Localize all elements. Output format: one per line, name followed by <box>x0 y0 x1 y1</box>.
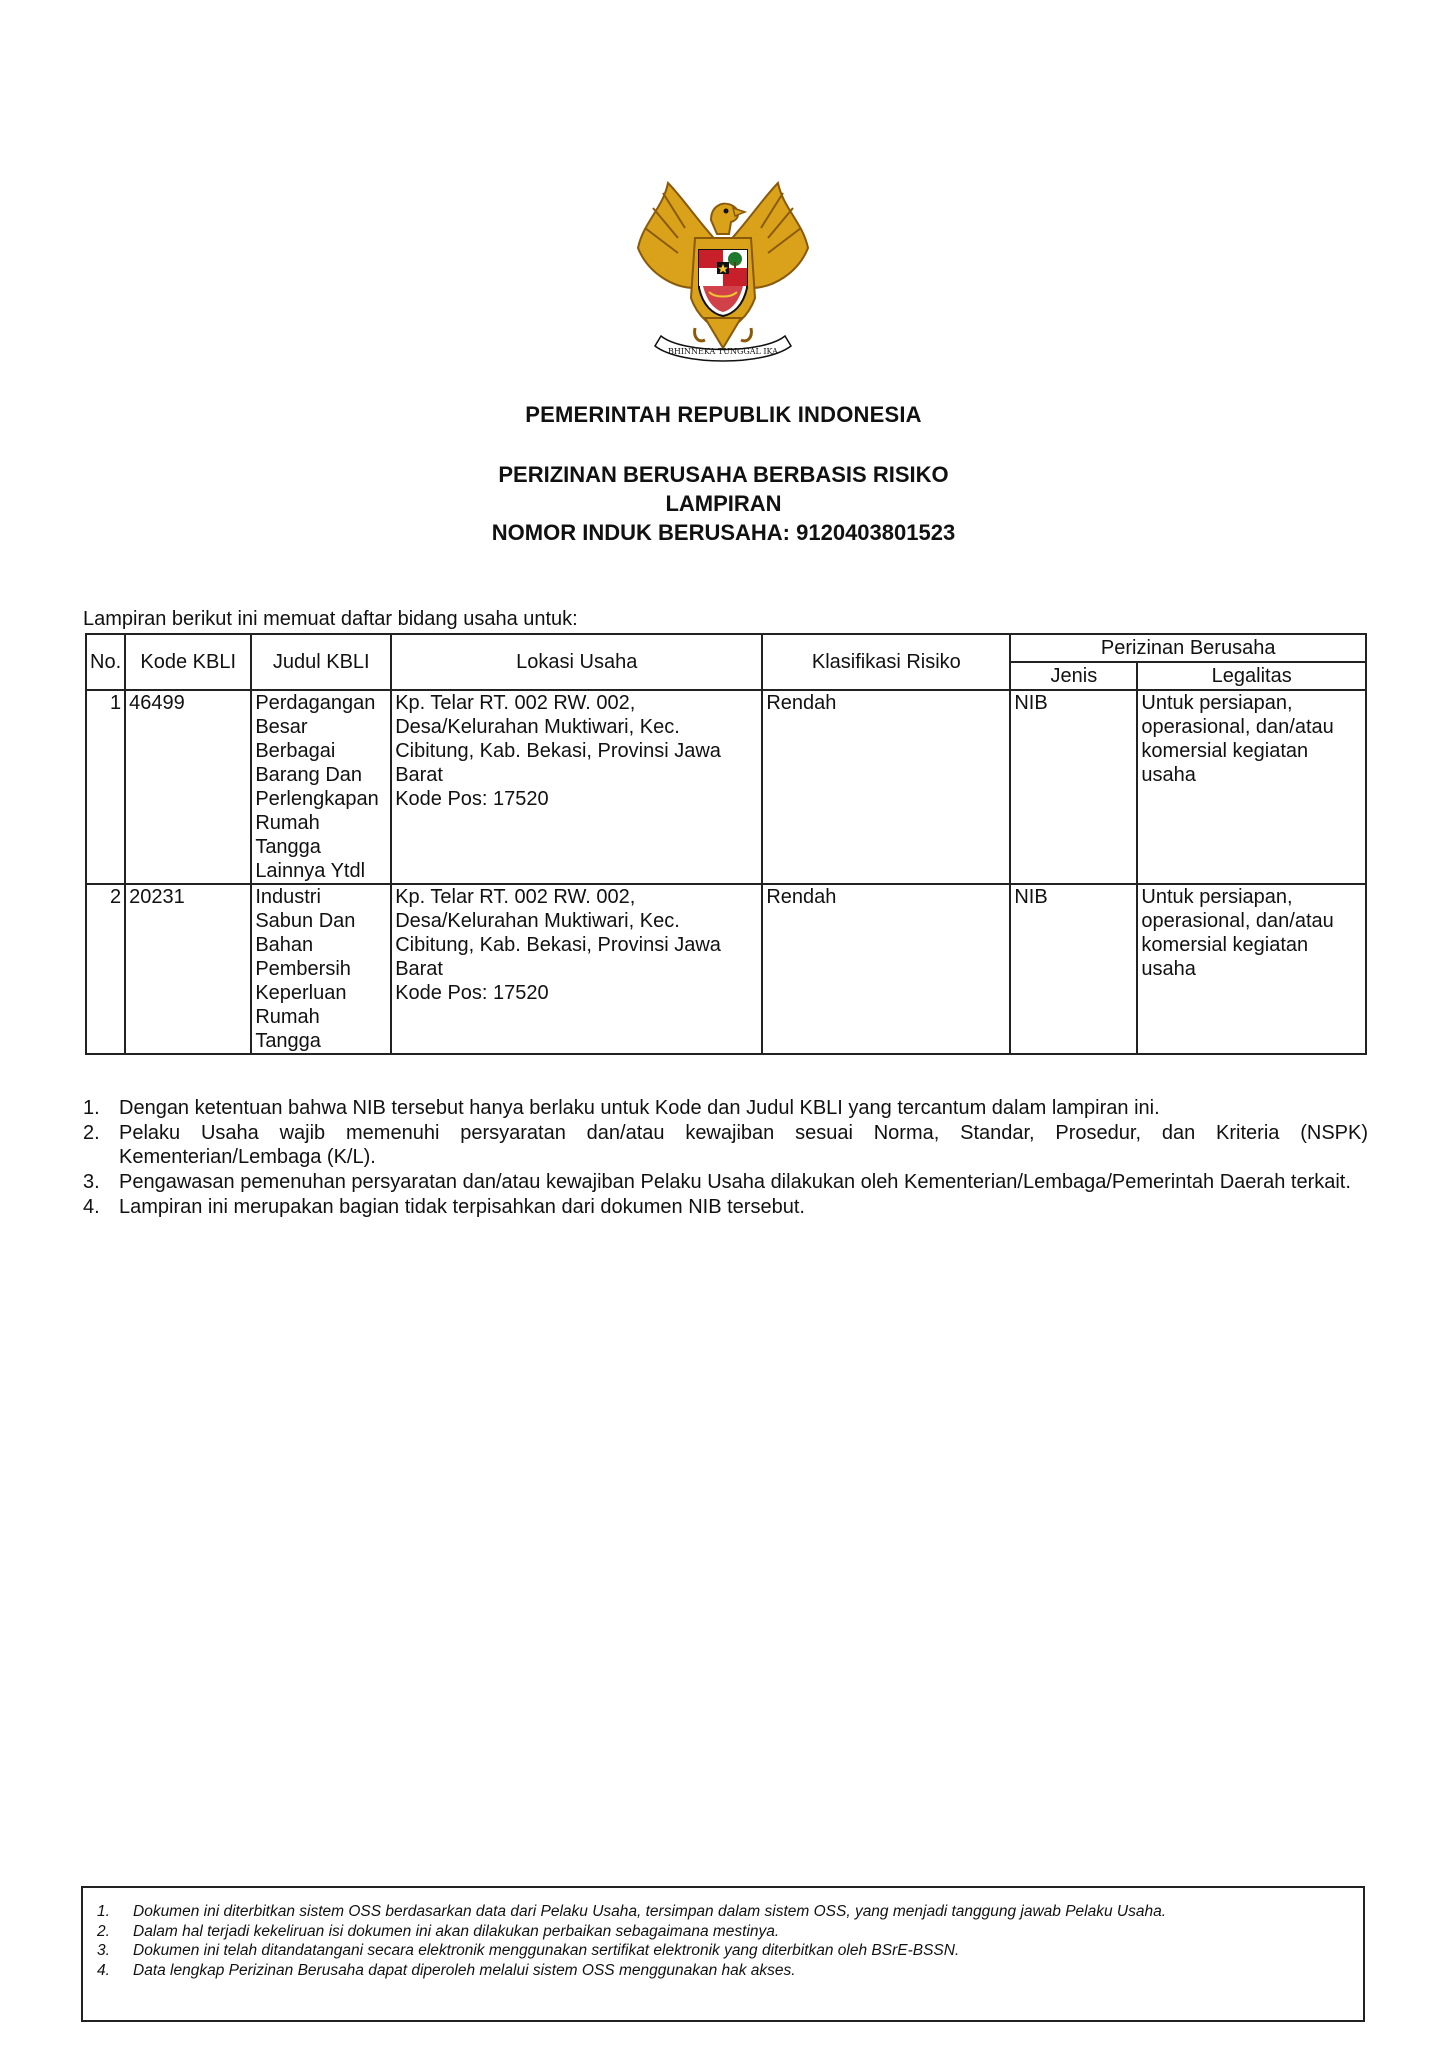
header-klasifikasi-risiko: Klasifikasi Risiko <box>762 634 1010 690</box>
cell-judul-kbli-line: Besar <box>255 716 308 738</box>
cell-legalitas <box>1137 884 1366 1054</box>
footer-item-number: 3. <box>97 1942 110 1959</box>
cell-legalitas-line: usaha <box>1141 958 1196 980</box>
note-item <box>83 1170 1368 1194</box>
cell-judul-kbli-line: Lainnya Ytdl <box>255 860 366 882</box>
cell-judul-kbli-line: Bahan <box>255 934 314 956</box>
footer-item-number: 2. <box>97 1922 110 1940</box>
cell-no: 2 <box>86 884 125 1054</box>
header-kode-kbli: Kode KBLI <box>125 634 251 690</box>
cell-lokasi-usaha-line: Barat <box>395 958 443 980</box>
document-subtitle: LAMPIRAN <box>665 491 782 516</box>
document-title: PERIZINAN BERUSAHA BERBASIS RISIKO <box>498 462 949 487</box>
cell-judul-kbli-line: Perdagangan <box>255 692 376 714</box>
cell-lokasi-usaha-line: Cibitung, Kab. Bekasi, Provinsi Jawa <box>395 740 721 762</box>
cell-lokasi-usaha-line: Kode Pos: 17520 <box>395 982 549 1004</box>
cell-kode-kbli: 20231 <box>125 884 251 1054</box>
footer-disclaimer-box <box>81 1886 1365 2022</box>
footer-disclaimer-list <box>83 1888 1363 1980</box>
cell-klasifikasi-risiko: Rendah <box>762 690 1010 884</box>
header-perizinan-berusaha: Perizinan Berusaha <box>1010 634 1366 662</box>
cell-no: 1 <box>86 690 125 884</box>
cell-judul-kbli-line: Berbagai <box>255 740 336 762</box>
table-row <box>86 690 1366 884</box>
note-item-number: 3. <box>83 1171 100 1193</box>
cell-lokasi-usaha-line: Desa/Kelurahan Muktiwari, Kec. <box>395 910 680 932</box>
cell-legalitas-line: operasional, dan/atau <box>1141 910 1334 932</box>
footer-item-text: Dokumen ini telah ditandatangani secara elektronik menggunakan sertifikat elektronik yang diterbitkan oleh BSrE-BSSN. <box>133 1942 960 1959</box>
footer-item <box>97 1961 1363 1981</box>
cell-lokasi-usaha-line: Kp. Telar RT. 002 RW. 002, <box>395 886 636 908</box>
nib-number: NOMOR INDUK BERUSAHA: 9120403801523 <box>491 520 956 545</box>
note-item-text: Dengan ketentuan bahwa NIB tersebut hanya berlaku untuk Kode dan Judul KBLI yang tercantum dalam lampiran ini. <box>119 1097 1160 1119</box>
header-jenis: Jenis <box>1010 662 1137 690</box>
cell-legalitas-line: komersial kegiatan <box>1141 934 1309 956</box>
cell-judul-kbli-line: Industri <box>255 886 321 908</box>
emblem-motto: BHINNEKA TUNGGAL IKA <box>668 347 778 356</box>
note-item-number: 2. <box>83 1122 100 1144</box>
cell-judul-kbli-line: Pembersih <box>255 958 351 980</box>
footer-item <box>97 1902 1363 1922</box>
cell-jenis: NIB <box>1010 690 1137 884</box>
cell-judul-kbli-line: Rumah <box>255 1006 320 1028</box>
note-item-text: Lampiran ini merupakan bagian tidak terpisahkan dari dokumen NIB tersebut. <box>119 1196 805 1218</box>
intro-text: Lampiran berikut ini memuat daftar bidang usaha untuk: <box>83 608 578 630</box>
cell-lokasi-usaha-line: Kode Pos: 17520 <box>395 788 549 810</box>
note-item-number: 4. <box>83 1196 100 1218</box>
cell-judul-kbli <box>251 884 391 1054</box>
cell-kode-kbli: 46499 <box>125 690 251 884</box>
cell-lokasi-usaha-line: Barat <box>395 764 443 786</box>
cell-legalitas <box>1137 690 1366 884</box>
footer-item-number: 1. <box>97 1903 110 1920</box>
note-item <box>83 1195 1368 1219</box>
footer-item-text: Dalam hal terjadi kekeliruan isi dokumen ini akan dilakukan perbaikan sebagaimana mestinya. <box>133 1922 780 1940</box>
cell-lokasi-usaha <box>391 884 762 1054</box>
cell-lokasi-usaha <box>391 690 762 884</box>
note-item-number: 1. <box>83 1097 100 1119</box>
footer-item-text: Data lengkap Perizinan Berusaha dapat diperoleh melalui sistem OSS menggunakan hak akses. <box>133 1961 796 1979</box>
header-judul-kbli: Judul KBLI <box>251 634 391 690</box>
garuda-pancasila-emblem-icon <box>633 178 813 366</box>
cell-legalitas-line: Untuk persiapan, <box>1141 886 1293 908</box>
cell-judul-kbli-line: Tangga <box>255 1030 321 1052</box>
cell-judul-kbli-line: Keperluan <box>255 982 347 1004</box>
cell-lokasi-usaha-line: Kp. Telar RT. 002 RW. 002, <box>395 692 636 714</box>
footer-item <box>97 1941 1363 1961</box>
government-heading: PEMERINTAH REPUBLIK INDONESIA <box>525 402 922 427</box>
cell-judul-kbli <box>251 690 391 884</box>
cell-judul-kbli-line: Rumah <box>255 812 320 834</box>
cell-judul-kbli-line: Perlengkapan <box>255 788 379 810</box>
cell-jenis: NIB <box>1010 884 1137 1054</box>
note-item-text: Pelaku Usaha wajib memenuhi persyaratan dan/atau kewajiban sesuai Norma, Standar, Prosedur, dan Kriteria (NSPK) Kementerian/Lembaga (K/L). <box>119 1122 1368 1168</box>
header-lokasi-usaha: Lokasi Usaha <box>391 634 762 690</box>
cell-legalitas-line: operasional, dan/atau <box>1141 716 1334 738</box>
cell-lokasi-usaha-line: Desa/Kelurahan Muktiwari, Kec. <box>395 716 680 738</box>
notes-list <box>83 1096 1368 1220</box>
note-item <box>83 1121 1368 1169</box>
cell-lokasi-usaha-line: Cibitung, Kab. Bekasi, Provinsi Jawa <box>395 934 721 956</box>
document-title-block <box>0 460 1447 547</box>
footer-item-text: Dokumen ini diterbitkan sistem OSS berdasarkan data dari Pelaku Usaha, tersimpan dalam sistem OSS, yang menjadi tanggung jawab Pelaku Usaha. <box>133 1903 1167 1920</box>
header-no: No. <box>86 634 125 690</box>
table-row <box>86 884 1366 1054</box>
cell-legalitas-line: usaha <box>1141 764 1196 786</box>
cell-judul-kbli-line: Sabun Dan <box>255 910 356 932</box>
kbli-table <box>85 633 1367 1055</box>
cell-judul-kbli-line: Tangga <box>255 836 321 858</box>
header-legalitas: Legalitas <box>1137 662 1366 690</box>
note-item <box>83 1096 1368 1120</box>
note-item-text: Pengawasan pemenuhan persyaratan dan/atau kewajiban Pelaku Usaha dilakukan oleh Kementerian/Lembaga/Pemerintah Daerah terkait. <box>119 1171 1351 1193</box>
cell-judul-kbli-line: Barang Dan <box>255 764 363 786</box>
cell-klasifikasi-risiko: Rendah <box>762 884 1010 1054</box>
footer-item-number: 4. <box>97 1961 110 1979</box>
cell-legalitas-line: komersial kegiatan <box>1141 740 1309 762</box>
cell-legalitas-line: Untuk persiapan, <box>1141 692 1293 714</box>
footer-item <box>97 1922 1363 1942</box>
